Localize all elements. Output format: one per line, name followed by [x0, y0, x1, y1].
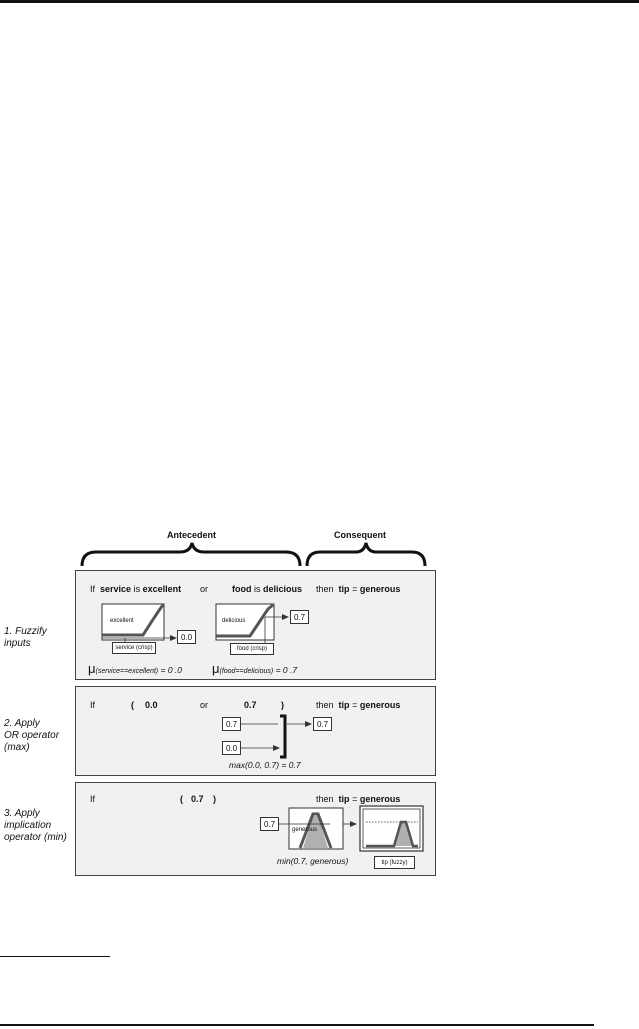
step-1-label: 1. Fuzzify inputs	[4, 626, 47, 649]
panel2-or: or	[200, 700, 209, 710]
or-input-service-box: 0.0	[222, 741, 241, 755]
consequent-header: Consequent	[334, 530, 387, 540]
mf-excellent-label: excellent	[110, 618, 134, 624]
step-3-label: 3. Apply implication operator (min)	[4, 808, 67, 843]
is-word: is	[254, 584, 261, 594]
panel3-if: If	[90, 794, 96, 804]
max-formula: max(0.0, 0.7) = 0.7	[229, 760, 301, 770]
step-2-label: 2. Apply OR operator (max)	[4, 718, 60, 753]
then-word: then	[316, 584, 334, 594]
tip-fuzzy-caption: tip (fuzzy)	[374, 856, 415, 869]
tip-word: tip	[338, 794, 350, 804]
mu-symbol: μ	[88, 661, 96, 676]
service-output-box: 0.0	[177, 630, 196, 644]
footnote-rule	[0, 956, 110, 957]
tip-word: tip	[338, 700, 350, 710]
or-input-food-box: 0.7	[222, 717, 241, 731]
mu-value: = 0 .0	[158, 665, 183, 675]
generous-word: generous	[359, 584, 401, 594]
equals-sign: =	[352, 584, 358, 594]
panel1-or: or	[200, 584, 209, 594]
then-word: then	[316, 794, 334, 804]
mf-delicious-label: delicious	[222, 618, 246, 624]
service-word: service	[100, 584, 132, 594]
food-crisp-caption: food (crisp)	[230, 643, 274, 655]
mu-subscript: (service==excellent)	[95, 668, 159, 675]
panel2-value-food: 0.7	[244, 700, 257, 710]
panel3-open-paren: (	[180, 794, 183, 804]
mu-value: = 0 .7	[273, 665, 298, 675]
panel2-value-service: 0.0	[145, 700, 158, 710]
if-word: If	[90, 584, 96, 594]
food-word: food	[232, 584, 252, 594]
equals-sign: =	[352, 700, 358, 710]
panel2-if: If	[90, 700, 96, 710]
service-crisp-caption: service (crisp)	[112, 642, 156, 654]
panel2-close-paren: )	[281, 700, 284, 710]
panel2-open-paren: (	[131, 700, 134, 710]
excellent-word: excellent	[142, 584, 182, 594]
or-output-box: 0.7	[313, 717, 332, 731]
implication-input-box: 0.7	[260, 817, 279, 831]
tip-word: tip	[338, 584, 350, 594]
antecedent-header: Antecedent	[167, 530, 217, 540]
generous-word: generous	[359, 794, 401, 804]
generous-word: generous	[359, 700, 401, 710]
panel3-value: 0.7	[191, 794, 204, 804]
mu-symbol: μ	[212, 661, 220, 676]
mf-generous-label: generous	[292, 827, 318, 833]
equals-sign: =	[352, 794, 358, 804]
bottom-rule	[0, 1024, 594, 1026]
mu-subscript: (food==delicious)	[219, 668, 274, 675]
is-word: is	[133, 584, 141, 594]
delicious-word: delicious	[263, 584, 303, 594]
then-word: then	[316, 700, 334, 710]
panel3-close-paren: )	[213, 794, 216, 804]
min-formula: min(0.7, generous)	[277, 856, 349, 866]
food-output-box: 0.7	[290, 610, 309, 624]
